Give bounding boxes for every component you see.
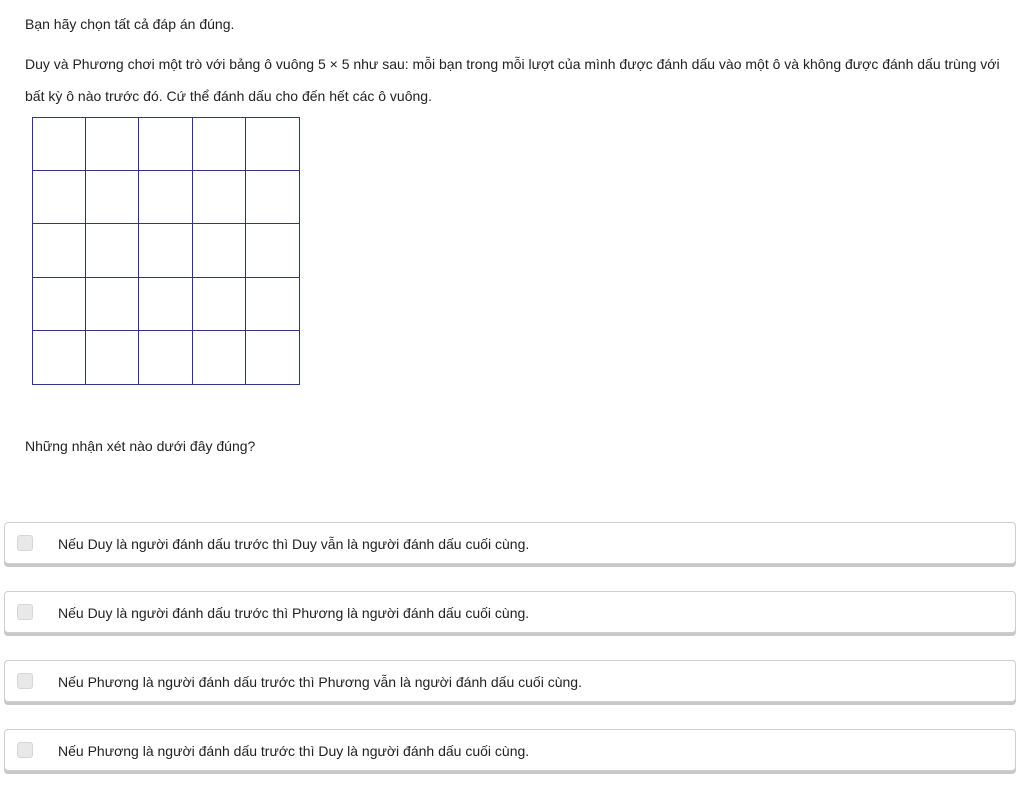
answer-option-label: Nếu Phương là người đánh dấu trước thì Duy là người đánh dấu cuối cùng. xyxy=(58,743,530,759)
grid-cell xyxy=(33,331,86,384)
grid-cell xyxy=(193,278,246,331)
answer-option-label: Nếu Duy là người đánh dấu trước thì Phương là người đánh dấu cuối cùng. xyxy=(58,605,530,621)
grid-cell xyxy=(86,224,139,277)
answer-option-3[interactable] xyxy=(4,660,1016,702)
grid-cell xyxy=(246,224,299,277)
question-text: Những nhận xét nào dưới đây đúng? xyxy=(25,438,256,454)
grid-cell xyxy=(139,118,192,171)
instruction-text: Bạn hãy chọn tất cả đáp án đúng. xyxy=(25,16,235,32)
answer-checkbox[interactable] xyxy=(17,604,33,620)
answer-checkbox[interactable] xyxy=(17,673,33,689)
grid-cell xyxy=(246,171,299,224)
answer-option-label: Nếu Phương là người đánh dấu trước thì Phương vẫn là người đánh dấu cuối cùng. xyxy=(58,674,582,690)
board-5x5-grid xyxy=(32,117,300,385)
answer-option-label: Nếu Duy là người đánh dấu trước thì Duy vẫn là người đánh dấu cuối cùng. xyxy=(58,536,530,552)
answer-checkbox[interactable] xyxy=(17,742,33,758)
grid-cell xyxy=(139,224,192,277)
grid-cell xyxy=(193,331,246,384)
grid-cell xyxy=(193,171,246,224)
grid-cell xyxy=(193,118,246,171)
grid-cell xyxy=(33,118,86,171)
grid-cell xyxy=(86,278,139,331)
answer-option-4[interactable] xyxy=(4,729,1016,771)
answer-checkbox[interactable] xyxy=(17,535,33,551)
grid-cell xyxy=(139,278,192,331)
grid-cell xyxy=(139,171,192,224)
answer-option-2[interactable] xyxy=(4,591,1016,633)
grid-cell xyxy=(246,278,299,331)
problem-statement: Duy và Phương chơi một trò với bảng ô vuông 5 × 5 như sau: mỗi bạn trong mỗi lượt của mình được đánh dấu vào một ô và không được đánh dấu trùng với bất kỳ ô nào trước đó. Cứ thể đánh dấu cho đến hết các ô vuông. xyxy=(25,56,1000,104)
answer-option-1[interactable] xyxy=(4,522,1016,564)
grid-cell xyxy=(33,224,86,277)
grid-cell xyxy=(246,118,299,171)
grid-cell xyxy=(246,331,299,384)
grid-cell xyxy=(86,118,139,171)
grid-cell xyxy=(33,171,86,224)
grid-cell xyxy=(193,224,246,277)
grid-cell xyxy=(86,331,139,384)
grid-cell xyxy=(33,278,86,331)
grid-cell xyxy=(139,331,192,384)
grid-cell xyxy=(86,171,139,224)
